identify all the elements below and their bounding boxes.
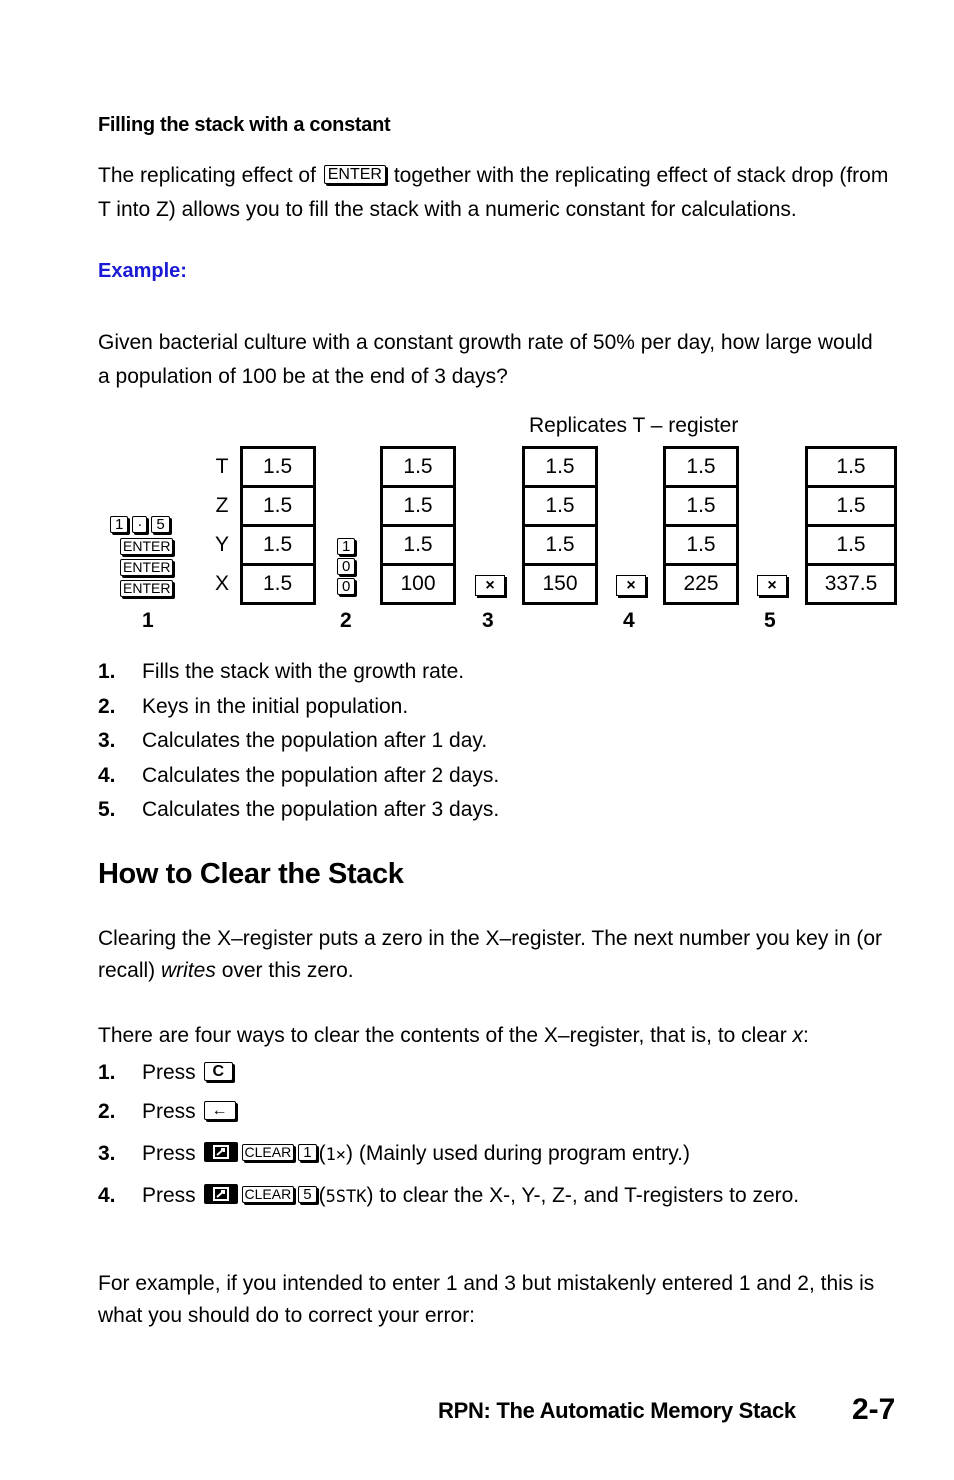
step-number: 1. [98, 660, 116, 683]
step-text: Fills the stack with the growth rate. [142, 660, 465, 683]
footer-title: RPN: The Automatic Memory Stack [438, 1398, 796, 1423]
stack-cell-y: 1.5 [666, 527, 736, 566]
stack-cell-y: 1.5 [808, 527, 894, 566]
way-number: 1. [98, 1061, 116, 1084]
clear-text-end: over this zero. [215, 959, 354, 982]
clear-key: CLEAR [242, 1144, 295, 1161]
stack-cell-t: 1.5 [243, 449, 313, 488]
step-text: Calculates the population after 1 day. [142, 729, 488, 752]
stack-cell-t: 1.5 [666, 449, 736, 488]
way-item [142, 1061, 235, 1085]
step-number: 3. [98, 729, 116, 752]
press-text: Press [142, 1061, 196, 1084]
page-number: 2-7 [852, 1393, 896, 1426]
intro-text-start: The replicating effect of [98, 164, 322, 187]
clear-paragraph [98, 923, 898, 987]
press-text: Press [142, 1142, 196, 1165]
way-item: Press CLEAR 5 (5STK) to clear the X-, Y-, Z-, and T-registers to zero. [142, 1184, 800, 1207]
stack-1 [240, 446, 316, 605]
step-text: Calculates the population after 3 days. [142, 798, 500, 821]
way-number: 2. [98, 1100, 116, 1123]
register-label-t: T [215, 455, 229, 478]
step-number: 5. [98, 798, 116, 821]
step-text: Keys in the initial population. [142, 695, 409, 718]
problem-text: Given bacterial culture with a constant growth rate of 50% per day, how large would a population of 100 be at the end of 3 days? [98, 331, 873, 388]
stack-2 [380, 446, 456, 605]
key-1: 1 [337, 538, 355, 555]
key-5: 5 [298, 1186, 316, 1203]
backspace-key: ← [204, 1101, 236, 1120]
stack-cell-z: 1.5 [243, 488, 313, 527]
four-ways-text: There are four ways to clear the contents of the X–register, that is, to clear [98, 1024, 793, 1047]
way-rest-text: to clear the X-, Y-, Z-, and T-registers to zero. [373, 1184, 800, 1207]
way-item [142, 1100, 238, 1124]
stack-cell-t: 1.5 [525, 449, 595, 488]
section-title: Filling the stack with a constant [98, 114, 391, 136]
register-label-y: Y [214, 533, 229, 556]
key-1: 1 [298, 1144, 316, 1161]
way-item: Press CLEAR 1 (1×) (Mainly used during program entry.) [142, 1142, 690, 1165]
register-label-z: Z [215, 494, 229, 517]
stack-cell-x: 1.5 [263, 572, 293, 595]
press-text: Press [142, 1100, 196, 1123]
step-text: Calculates the population after 2 days. [142, 764, 500, 787]
right-shift-icon [204, 1184, 238, 1204]
step-number: 2. [98, 695, 116, 718]
key-0: 0 [337, 558, 355, 575]
multiply-key: × [475, 575, 505, 596]
enter-key: ENTER [120, 580, 173, 597]
four-ways-paragraph [98, 1019, 898, 1053]
stack-cell-z: 1.5 [525, 488, 595, 527]
clear-key: CLEAR [242, 1186, 295, 1203]
lcd-label: 1× [325, 1145, 347, 1165]
multiply-key: × [616, 575, 646, 596]
stack-cell-x: 150 [542, 572, 578, 595]
stack-cell-y: 1.5 [243, 527, 313, 566]
stack-cell-x: 100 [400, 572, 436, 595]
diagram-step-number: 3 [482, 609, 494, 632]
stack-cell-z: 1.5 [808, 488, 894, 527]
stack-cell-x: 337.5 [824, 572, 878, 595]
key-1: 1 [110, 516, 128, 533]
intro-text-end: together with the replicating effect of stack drop (from T into Z) allows you to fill the stack with a numeric constant for calculations. [98, 164, 889, 221]
four-ways-var: x [792, 1024, 804, 1047]
stack-4 [663, 446, 739, 605]
step1-digit-keys [108, 516, 172, 537]
step-number: 4. [98, 764, 116, 787]
press-text: Press [142, 1184, 196, 1207]
diagram-step-number: 5 [764, 609, 776, 632]
final-paragraph: For example, if you intended to enter 1 and 3 but mistakenly entered 1 and 2, this is what you should do to correct your error: [98, 1272, 875, 1327]
intro-paragraph [98, 159, 898, 227]
stack-cell-y: 1.5 [525, 527, 595, 566]
stack-5 [805, 446, 897, 605]
clear-text-italic: writes [161, 959, 216, 982]
clear-text-start: Clearing the X–register puts a zero in the X–register. The next number you key in (or recall) [98, 927, 883, 982]
stack-cell-z: 1.5 [383, 488, 453, 527]
key-0: 0 [337, 578, 355, 595]
multiply-key: × [757, 575, 787, 596]
stack-cell-x: 225 [683, 572, 719, 595]
c-key: C [204, 1062, 234, 1081]
way-number: 3. [98, 1142, 116, 1165]
enter-key: ENTER [120, 538, 173, 555]
diagram-step-number: 2 [340, 609, 352, 632]
stack-cell-t: 1.5 [808, 449, 894, 488]
example-label: Example: [98, 260, 187, 282]
enter-key: ENTER [120, 559, 173, 576]
stack-cell-y: 1.5 [383, 527, 453, 566]
enter-key: ENTER [324, 165, 386, 184]
register-label-x: X [214, 572, 229, 595]
four-ways-end: : [803, 1024, 809, 1047]
way-rest-text: (Mainly used during program entry.) [353, 1142, 690, 1165]
section-heading: How to Clear the Stack [98, 858, 404, 890]
diagram-caption: Replicates T – register [529, 414, 739, 437]
diagram-step-number: 1 [142, 609, 154, 632]
way-number: 4. [98, 1184, 116, 1207]
stack-3 [522, 446, 598, 605]
key-dot: · [132, 516, 147, 533]
right-shift-icon [204, 1142, 238, 1162]
diagram-step-number: 4 [623, 609, 635, 632]
stack-cell-t: 1.5 [383, 449, 453, 488]
step2-digit-keys [335, 538, 357, 595]
stack-cell-z: 1.5 [666, 488, 736, 527]
lcd-label: 5STK [325, 1187, 367, 1207]
key-5: 5 [151, 516, 169, 533]
